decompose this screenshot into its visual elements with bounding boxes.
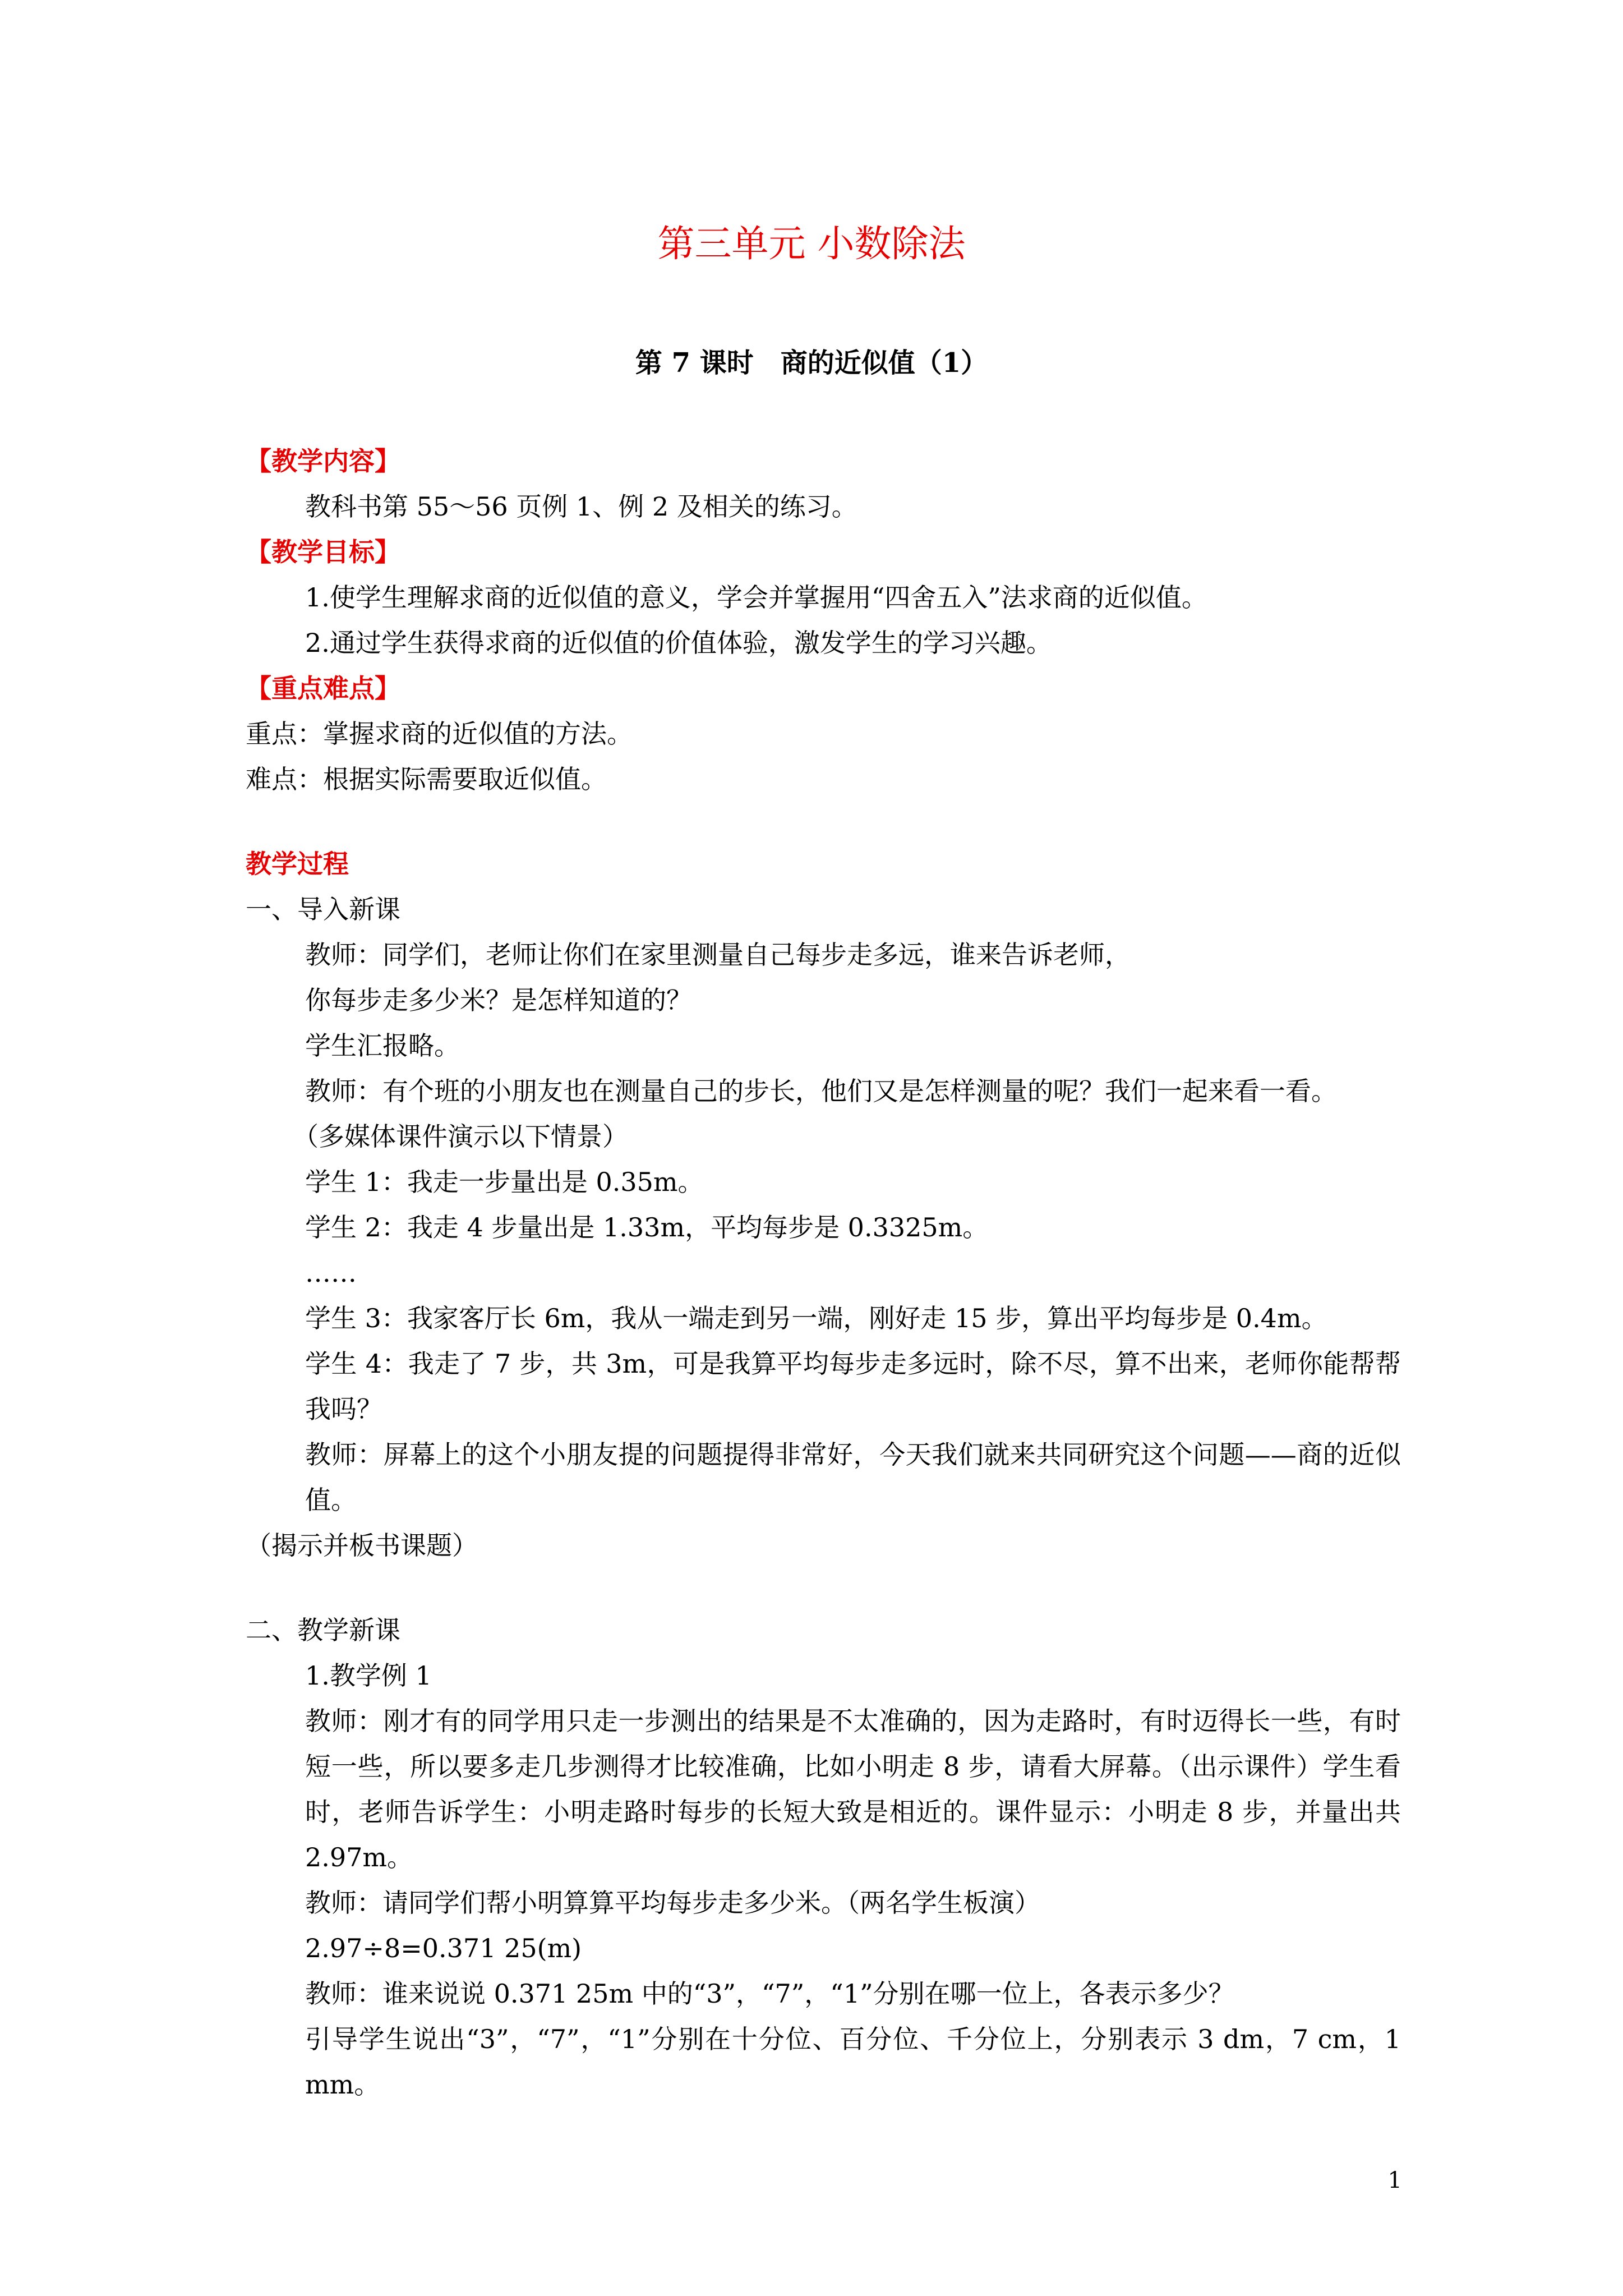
part1-title: 一、导入新课 <box>246 894 400 924</box>
paragraph: （揭示并板书课题） <box>246 1530 478 1561</box>
key-points-heading: 【重点难点】 <box>246 673 400 703</box>
paragraph: 学生 1：我走一步量出是 0.35m。 <box>305 1167 704 1197</box>
document-body <box>246 439 1401 2108</box>
paragraph: 学生汇报略。 <box>305 1030 460 1061</box>
teaching-goal-1: 1.使学生理解求商的近似值的意义，学会并掌握用“四舍五入”法求商的近似值。 <box>305 582 1207 613</box>
paragraph: 引导学生说出“3”，“7”，“1”分别在十分位、百分位、千分位上，分别表示 3 dm，7 cm，1 mm。 <box>305 2024 1401 2100</box>
part2-title: 二、教学新课 <box>246 1615 400 1645</box>
paragraph: 教师：有个班的小朋友也在测量自己的步长，他们又是怎样测量的呢？我们一起来看一看。 <box>305 1076 1337 1106</box>
paragraph: 你每步走多少米？是怎样知道的？ <box>305 985 692 1015</box>
paragraph: （多媒体课件演示以下情景） <box>293 1121 628 1152</box>
teaching-content-text: 教科书第 55～56 页例 1、例 2 及相关的练习。 <box>305 491 857 522</box>
spacer <box>246 802 1401 841</box>
ellipsis: …… <box>305 1258 357 1288</box>
paragraph: 1.教学例 1 <box>305 1660 432 1691</box>
teaching-process-heading: 教学过程 <box>246 849 349 879</box>
paragraph: 教师：请同学们帮小明算算平均每步走多少米。（两名学生板演） <box>305 1888 1040 1918</box>
key-point: 重点：掌握求商的近似值的方法。 <box>246 719 633 749</box>
teaching-goals-heading: 【教学目标】 <box>246 537 400 567</box>
difficult-point: 难点：根据实际需要取近似值。 <box>246 764 607 794</box>
paragraph: 学生 2：我走 4 步量出是 1.33m，平均每步是 0.3325m。 <box>305 1212 989 1243</box>
unit-title: 第三单元 小数除法 <box>657 222 966 265</box>
paragraph: 学生 3：我家客厅长 6m，我从一端走到另一端，刚好走 15 步，算出平均每步是 0.4m。 <box>305 1303 1327 1333</box>
lesson-title: 第 7 课时 商的近似值（1） <box>635 347 988 379</box>
paragraph: 教师：刚才有的同学用只走一步测出的结果是不太准确的，因为走路时，有时迈得长一些，有时短一些，所以要多走几步测得才比较准确，比如小明走 8 步，请看大屏幕。（出示课件）学生看时，老师告诉学生：小明走路时每步的长短大致是相近的。课件显示：小明走 8 步，并量出共 2.97m。 <box>305 1706 1401 1872</box>
paragraph: 教师：同学们，老师让你们在家里测量自己每步走多远，谁来告诉老师， <box>305 940 1131 970</box>
page-number: 1 <box>1387 2168 1402 2193</box>
equation: 2.97÷8=0.371 25(m) <box>305 1933 582 1963</box>
paragraph: 教师：谁来说说 0.371 25m 中的“3”，“7”，“1”分别在哪一位上，各表示多少？ <box>305 1978 1234 2009</box>
teaching-goal-2: 2.通过学生获得求商的近似值的价值体验，激发学生的学习兴趣。 <box>305 628 1052 658</box>
paragraph: 教师：屏幕上的这个小朋友提的问题提得非常好，今天我们就来共同研究这个问题——商的近似值。 <box>305 1439 1401 1515</box>
spacer <box>246 1568 1401 1608</box>
teaching-content-heading: 【教学内容】 <box>246 446 400 476</box>
paragraph: 学生 4：我走了 7 步，共 3m，可是我算平均每步走多远时，除不尽，算不出来，老师你能帮帮我吗？ <box>305 1349 1401 1424</box>
